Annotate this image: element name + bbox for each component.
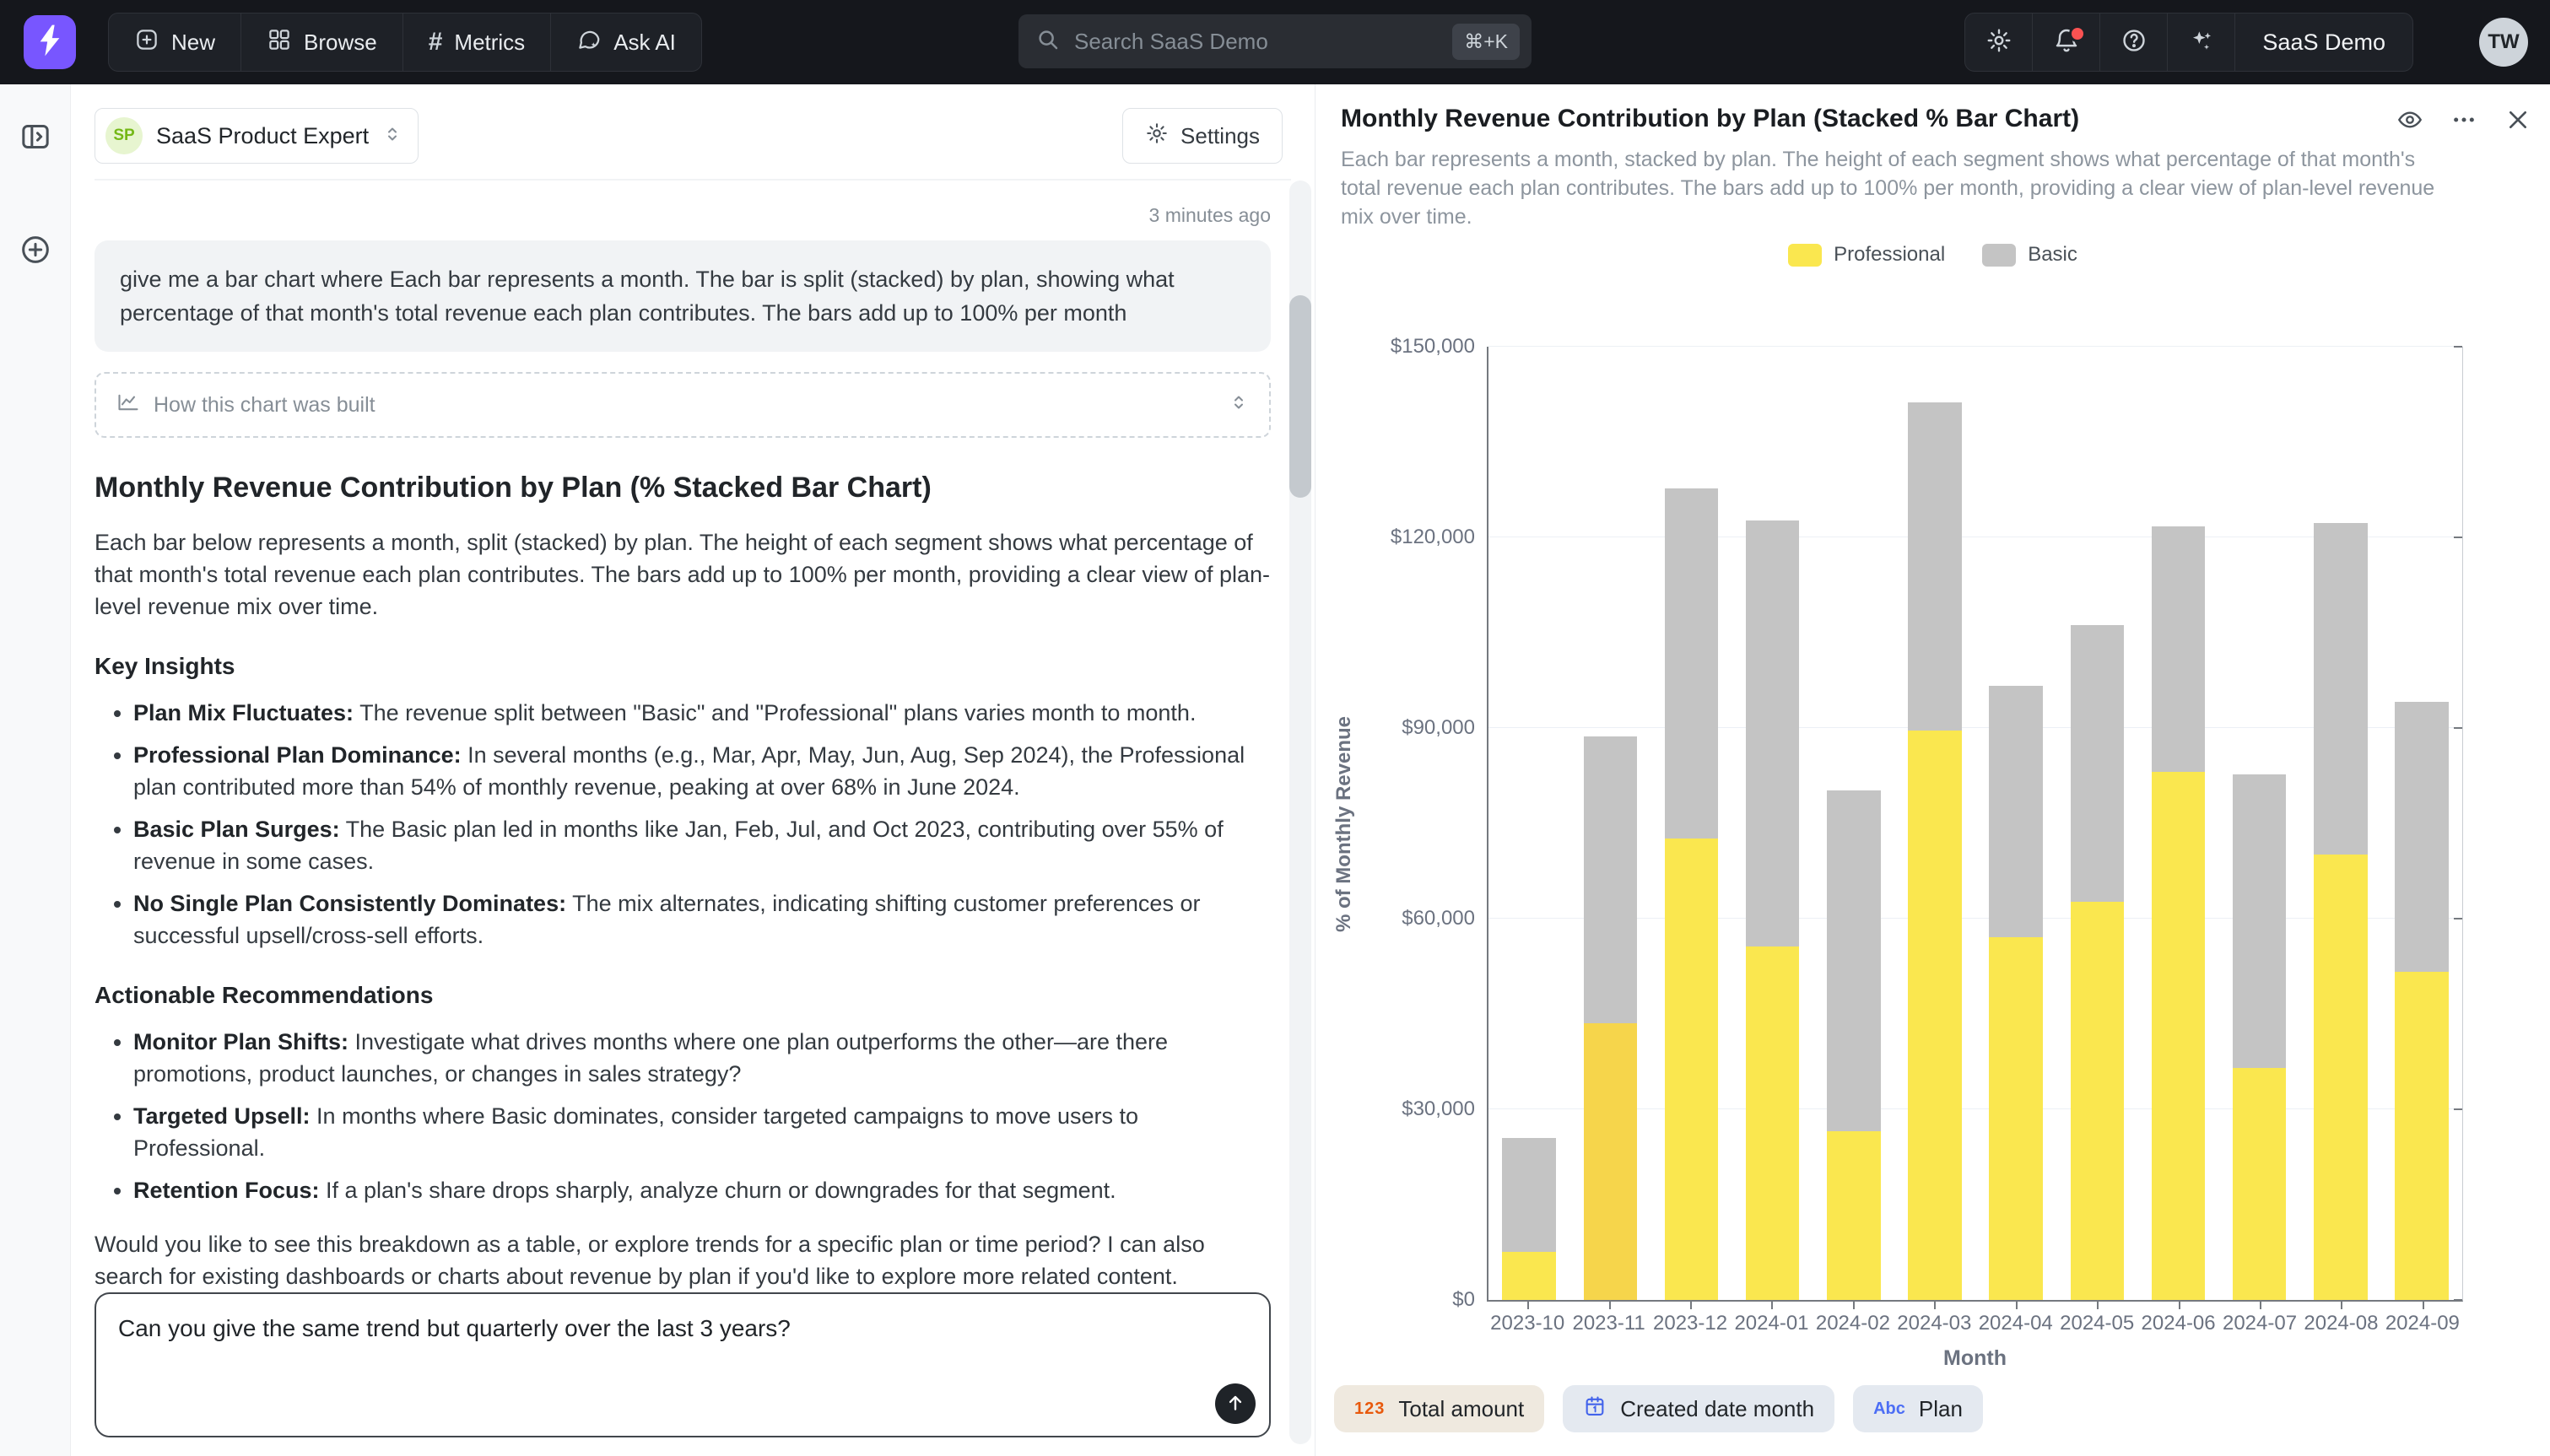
chart-artifact-panel xyxy=(1315,84,2550,1456)
tag-label: Created date month xyxy=(1620,1395,1815,1421)
segment-professional-2024-07[interactable] xyxy=(2233,1068,2286,1300)
response-closing: Would you like to see this breakdown as a table, or explore trends for a specific plan or time period? I can also search for existing dashboards or charts about revenue by plan if you'd like to explore more related content. xyxy=(95,1232,1205,1289)
chat-bubble-star-icon xyxy=(576,27,602,58)
segment-basic-2024-08[interactable] xyxy=(2314,523,2367,854)
segment-professional-2023-10[interactable] xyxy=(1502,1252,1555,1300)
y-axis-title: % of Monthly Revenue xyxy=(1332,715,1355,933)
x-tick-label: 2024-02 xyxy=(1813,1312,1894,1335)
agent-name: SaaS Product Expert xyxy=(156,122,370,148)
bar-slot-2024-06 xyxy=(2137,347,2218,1300)
bar-2023-11 xyxy=(1584,736,1637,1300)
response-title: Monthly Revenue Contribution by Plan (% Stacked Bar Chart) xyxy=(95,472,932,504)
segment-basic-2024-05[interactable] xyxy=(2071,625,2124,902)
plot-area xyxy=(1390,335,2463,1311)
bar-slot-2023-10 xyxy=(1488,347,1569,1300)
x-tick-mark xyxy=(1934,1302,1936,1309)
bar-slot-2023-12 xyxy=(1650,347,1732,1300)
question-circle-icon xyxy=(2120,27,2148,58)
bar-2023-10 xyxy=(1502,1138,1555,1300)
bar-slot-2024-09 xyxy=(2381,347,2462,1300)
x-tick-label: 2024-06 xyxy=(2137,1312,2218,1335)
legend-swatch xyxy=(1982,244,2016,267)
y-tick-label: $0 xyxy=(1452,1288,1475,1311)
search-input[interactable] xyxy=(1074,29,1452,55)
x-tick-label: 2023-10 xyxy=(1487,1312,1568,1335)
bar-2024-05 xyxy=(2071,625,2124,1300)
segment-professional-2024-05[interactable] xyxy=(2071,902,2124,1300)
bar-2024-03 xyxy=(1908,402,1961,1300)
bar-slot-2024-01 xyxy=(1732,347,1813,1300)
user-avatar[interactable] xyxy=(2479,18,2528,67)
segment-basic-2024-01[interactable] xyxy=(1746,520,1799,947)
segment-basic-2024-03[interactable] xyxy=(1908,402,1961,731)
main-nav xyxy=(108,13,702,72)
bar-2024-07 xyxy=(2233,774,2286,1300)
message-timestamp: 3 minutes ago xyxy=(1148,204,1271,226)
segment-professional-2023-12[interactable] xyxy=(1665,839,1718,1300)
nav-browse-label: Browse xyxy=(304,29,377,55)
x-tick-label: 2023-11 xyxy=(1568,1312,1649,1335)
nav-ask-ai-label: Ask AI xyxy=(613,29,676,55)
segment-professional-2024-09[interactable] xyxy=(2395,972,2448,1300)
arrow-up-icon xyxy=(1224,1392,1246,1416)
toggle-sidebar-icon[interactable] xyxy=(19,120,52,154)
line-chart-icon xyxy=(116,391,140,420)
y-tick-label: $150,000 xyxy=(1390,335,1475,358)
bar-2024-02 xyxy=(1827,790,1880,1300)
settings-gear-button[interactable] xyxy=(1965,13,2033,71)
project-name: SaaS Demo xyxy=(2262,29,2385,55)
chat-scrollbar-thumb[interactable] xyxy=(1289,295,1311,498)
segment-professional-2024-01[interactable] xyxy=(1746,946,1799,1300)
chat-panel xyxy=(71,84,1315,1456)
x-tick-mark xyxy=(2097,1302,2099,1309)
x-tick-mark xyxy=(1771,1302,1773,1309)
bar-2024-06 xyxy=(2152,526,2205,1300)
segment-basic-2024-02[interactable] xyxy=(1827,790,1880,1131)
bar-slot-2024-08 xyxy=(2300,347,2381,1300)
gear-icon xyxy=(1985,27,2012,58)
nav-new-button[interactable] xyxy=(109,13,241,71)
segment-professional-2024-06[interactable] xyxy=(2152,772,2205,1300)
segment-basic-2024-04[interactable] xyxy=(1989,686,2042,937)
x-tick-mark xyxy=(2341,1302,2342,1309)
insights-heading: Key Insights xyxy=(95,653,235,679)
x-tick-label: 2024-08 xyxy=(2300,1312,2381,1335)
list-item: • No Single Plan Consistently Dominates: The mix alternates, indicating shifting customer preferences or successful upsell/cross-sell efforts. xyxy=(133,887,1271,952)
nav-browse-button[interactable] xyxy=(241,13,403,71)
notification-badge xyxy=(2069,25,2086,42)
dimension-tag-plan[interactable] xyxy=(1853,1385,1983,1432)
segment-professional-2024-04[interactable] xyxy=(1989,937,2042,1300)
more-options-icon[interactable] xyxy=(2450,106,2477,133)
x-tick-mark xyxy=(2423,1302,2424,1309)
avatar-initials: TW xyxy=(2488,30,2520,53)
chart-description: Each bar represents a month, stacked by plan. The height of each segment shows what percentage of that month's total revenue each plan contributes. The bars add up to 100% per month, providing a clear view of plan-level revenue mix over time. xyxy=(1341,148,2435,229)
bar-2024-01 xyxy=(1746,520,1799,1300)
legend-item-professional[interactable] xyxy=(1788,243,1945,267)
chart-legend xyxy=(1316,243,2550,267)
metric-tag-total-amount[interactable] xyxy=(1334,1385,1544,1432)
left-rail xyxy=(0,84,71,1456)
y-tick-label: $90,000 xyxy=(1402,716,1475,739)
segment-professional-2024-02[interactable] xyxy=(1827,1131,1880,1300)
new-thread-icon[interactable] xyxy=(19,233,52,267)
segment-basic-2024-07[interactable] xyxy=(2233,774,2286,1067)
bar-2024-04 xyxy=(1989,686,2042,1300)
x-tick-label: 2024-05 xyxy=(2056,1312,2137,1335)
chevron-updown-icon xyxy=(382,124,402,148)
x-tick-mark xyxy=(1690,1302,1692,1309)
segment-basic-2024-06[interactable] xyxy=(2152,526,2205,772)
chat-header xyxy=(95,84,1291,181)
x-tick-mark xyxy=(1609,1302,1611,1309)
how-chart-was-built-label: How this chart was built xyxy=(154,392,375,417)
hash-icon: # xyxy=(428,28,443,56)
y-tick-label: $60,000 xyxy=(1402,907,1475,930)
eye-icon[interactable] xyxy=(2396,106,2423,133)
search-shortcut-kbd: ⌘+K xyxy=(1452,24,1520,60)
assistant-response xyxy=(95,472,1271,1292)
navbar-actions xyxy=(1964,13,2413,72)
field-tags xyxy=(1334,1385,1983,1432)
x-tick-mark xyxy=(2179,1302,2180,1309)
nav-new-label: New xyxy=(171,29,216,55)
legend-label: Professional xyxy=(1834,243,1946,266)
abc-icon: Abc xyxy=(1873,1399,1905,1418)
insights-list xyxy=(95,697,1271,952)
tag-label: Plan xyxy=(1918,1395,1963,1421)
legend-label: Basic xyxy=(2028,243,2077,266)
send-button[interactable] xyxy=(1215,1383,1256,1424)
recommendations-list xyxy=(95,1026,1271,1206)
gear-icon xyxy=(1145,121,1169,151)
y-tick-label: $30,000 xyxy=(1402,1097,1475,1120)
plus-square-icon xyxy=(134,27,159,58)
top-navbar xyxy=(0,0,2550,84)
bar-slots xyxy=(1488,347,2462,1300)
panel-actions xyxy=(2396,106,2531,133)
x-tick-mark xyxy=(1527,1302,1529,1309)
sparkles-icon xyxy=(2188,27,2215,58)
x-tick-mark xyxy=(2260,1302,2261,1309)
project-switcher[interactable] xyxy=(2235,13,2412,71)
bar-slot-2024-05 xyxy=(2056,347,2137,1300)
bar-2024-09 xyxy=(2395,702,2448,1300)
y-tick-label: $120,000 xyxy=(1390,526,1475,548)
tag-label: Total amount xyxy=(1398,1395,1525,1421)
dimension-tag-created-date-month[interactable] xyxy=(1563,1385,1834,1432)
segment-professional-2024-08[interactable] xyxy=(2314,855,2367,1300)
x-tick-label: 2024-07 xyxy=(2219,1312,2300,1335)
bar-slot-2024-07 xyxy=(2219,347,2300,1300)
bar-2023-12 xyxy=(1665,488,1718,1300)
list-item: • Professional Plan Dominance: In several months (e.g., Mar, Apr, May, Jun, Aug, Sep 2024), the Professional plan contributed more than 54% of monthly revenue, peaking at over 68% in June 2024. xyxy=(133,739,1271,803)
recommendations-heading: Actionable Recommendations xyxy=(95,982,434,1008)
bar-slot-2023-11 xyxy=(1569,347,1650,1300)
calendar-icon xyxy=(1583,1394,1607,1424)
chat-input-box xyxy=(95,1292,1271,1437)
segment-basic-2024-09[interactable] xyxy=(2395,702,2448,973)
chevron-updown-icon xyxy=(1229,392,1249,418)
x-tick-label: 2024-04 xyxy=(1975,1312,2056,1335)
x-tick-label: 2024-03 xyxy=(1894,1312,1975,1335)
list-item: • Retention Focus: If a plan's share drops sharply, analyze churn or downgrades for that segment. xyxy=(133,1174,1271,1206)
segment-basic-2023-12[interactable] xyxy=(1665,488,1718,839)
x-tick-label: 2024-09 xyxy=(2382,1312,2463,1335)
segment-professional-2023-11[interactable] xyxy=(1584,1023,1637,1300)
notifications-button[interactable] xyxy=(2033,13,2100,71)
x-axis-labels xyxy=(1487,1312,2463,1335)
bar-slot-2024-02 xyxy=(1813,347,1894,1300)
chat-message-list xyxy=(95,181,1271,1373)
list-item: • Monitor Plan Shifts: Investigate what drives months where one plan outperforms the other—are there promotions, product launches, or changes in sales strategy? xyxy=(133,1026,1271,1090)
list-item: • Targeted Upsell: In months where Basic dominates, consider targeted campaigns to move users to Professional. xyxy=(133,1100,1271,1164)
segment-professional-2024-03[interactable] xyxy=(1908,731,1961,1300)
global-search[interactable] xyxy=(1018,14,1532,68)
ai-sparkles-button[interactable] xyxy=(2168,13,2235,71)
settings-label: Settings xyxy=(1180,122,1260,148)
x-tick-mark xyxy=(2016,1302,2018,1309)
x-tick-mark xyxy=(1853,1302,1855,1309)
x-axis-title: Month xyxy=(1943,1346,2007,1370)
chart-title: Monthly Revenue Contribution by Plan (Stacked % Bar Chart) xyxy=(1341,105,2080,132)
legend-item-basic[interactable] xyxy=(1982,243,2077,267)
number-123-icon: 123 xyxy=(1354,1399,1386,1418)
bar-slot-2024-03 xyxy=(1894,347,1975,1300)
chat-input-field[interactable] xyxy=(118,1313,1193,1417)
close-icon[interactable] xyxy=(2504,106,2531,133)
segment-basic-2023-11[interactable] xyxy=(1584,736,1637,1023)
how-chart-was-built-toggle[interactable] xyxy=(95,372,1271,438)
chat-scrollbar-track[interactable] xyxy=(1289,181,1311,1444)
grid-icon xyxy=(267,27,292,58)
help-button[interactable] xyxy=(2100,13,2168,71)
bar-slot-2024-04 xyxy=(1975,347,2056,1300)
list-item: • Basic Plan Surges: The Basic plan led in months like Jan, Feb, Jul, and Oct 2023, contributing over 55% of revenue in some cases. xyxy=(133,813,1271,877)
bar-2024-08 xyxy=(2314,523,2367,1300)
nav-metrics-label: Metrics xyxy=(454,29,526,55)
nav-ask-ai-button[interactable] xyxy=(551,13,701,71)
app-logo[interactable] xyxy=(24,15,76,69)
segment-basic-2023-10[interactable] xyxy=(1502,1138,1555,1253)
agent-avatar: SP xyxy=(105,117,143,154)
agent-settings-button[interactable] xyxy=(1122,108,1283,164)
x-tick-label: 2024-01 xyxy=(1731,1312,1812,1335)
list-item: • Plan Mix Fluctuates: The revenue split between "Basic" and "Professional" plans varies month to month. xyxy=(133,697,1271,729)
nav-metrics-button[interactable] xyxy=(403,13,551,71)
user-message-bubble: give me a bar chart where Each bar represents a month. The bar is split (stacked) by plan, showing what percentage of that month's total revenue each plan contributes. The bars add up to 100% per month xyxy=(95,240,1271,352)
response-intro: Each bar below represents a month, split (stacked) by plan. The height of each segment shows what percentage of that month's total revenue each plan contributes. The bars add up to 100% per month, providing a clear view of plan-level revenue mix over time. xyxy=(95,530,1270,619)
agent-selector[interactable] xyxy=(95,108,419,164)
lightning-bolt-icon xyxy=(35,24,64,62)
x-tick-label: 2023-12 xyxy=(1650,1312,1731,1335)
search-icon xyxy=(1035,27,1061,57)
legend-swatch xyxy=(1788,244,1822,267)
